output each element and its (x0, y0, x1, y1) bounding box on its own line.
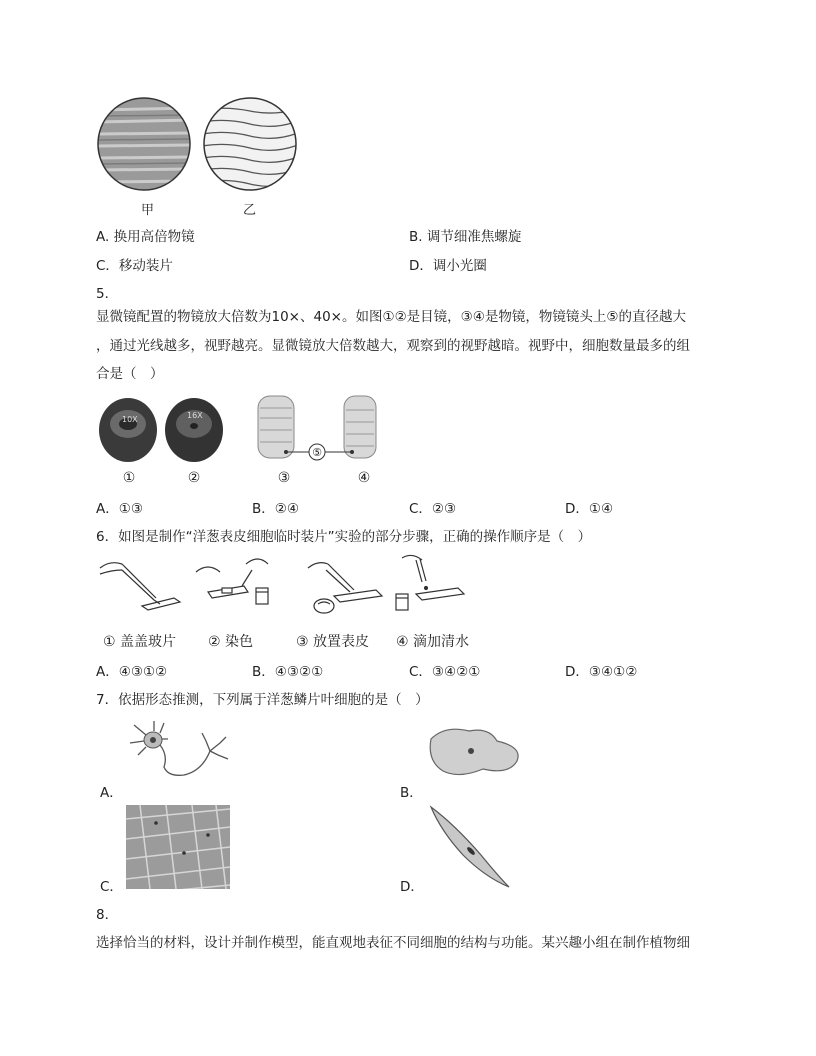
fig-label-4: ④ (357, 470, 371, 486)
objective-4-image (344, 396, 376, 458)
q6-step-3: ③ 放置表皮 (296, 634, 370, 650)
step-3-image (308, 563, 382, 613)
q8-number: 8． (96, 907, 119, 923)
fig-label-1: ① (122, 470, 136, 486)
step-4-image (396, 555, 464, 610)
q7-image-c (126, 805, 230, 889)
q6-option-a: A．④③①② (96, 664, 168, 680)
q5-option-d: D．①④ (565, 501, 614, 517)
q6-option-b: B．④③②① (252, 664, 324, 680)
q4-option-a: A. 换用高倍物镜 (96, 229, 195, 245)
q5-line-3: 合是（ ） (96, 366, 164, 382)
q4-figure (96, 96, 306, 196)
q5-figure (96, 390, 396, 490)
fig-label-2: ② (187, 470, 201, 486)
objective-3-image (258, 396, 294, 458)
q7-stem: 7．依据形态推测，下列属于洋葱鳞片叶细胞的是（ ） (96, 692, 429, 708)
eyepiece-1-image (99, 398, 157, 462)
q8-line-1: 选择恰当的材料，设计并制作模型，能直观地表征不同细胞的结构与功能。某兴趣小组在制作植物细 (96, 935, 690, 951)
eyepiece-1-mark: 10X (122, 415, 138, 424)
q5-number: 5． (96, 286, 119, 302)
q7-image-a (124, 715, 244, 795)
fig-label-3: ③ (277, 470, 291, 486)
fig-label-yi: 乙 (243, 203, 257, 218)
q5-line-2: ，通过光线越多，视野越亮。显微镜放大倍数越大，观察到的视野越暗。视野中，细胞数量最多的组 (96, 338, 690, 354)
q6-step-2: ② 染色 (208, 634, 254, 650)
q7-option-d: D． (400, 879, 424, 895)
q5-line-1: 显微镜配置的物镜放大倍数为10×、40×。如图①②是目镜，③④是物镜，物镜镜头上⑤的直径越大 (96, 309, 686, 325)
q6-figure (96, 550, 476, 620)
q6-stem: 6．如图是制作“洋葱表皮细胞临时装片”实验的部分步骤，正确的操作顺序是（ ） (96, 529, 592, 545)
q5-option-a: A．①③ (96, 501, 143, 517)
q5-option-b: B．②④ (252, 501, 299, 517)
q4-option-c: C．移动装片 (96, 258, 173, 274)
step-2-image (196, 559, 268, 604)
q7-option-b: B． (400, 785, 423, 801)
q6-step-4: ④ 滴加清水 (396, 634, 470, 650)
q7-image-d (425, 805, 515, 890)
q7-option-a: A． (100, 785, 123, 801)
q6-option-d: D．③④①② (565, 664, 638, 680)
eyepiece-2-image (165, 398, 223, 462)
eyepiece-2-mark: 16X (187, 411, 203, 420)
fig-label-5: ⑤ (312, 446, 322, 459)
q6-option-c: C．③④②① (409, 664, 481, 680)
step-1-image (100, 563, 180, 610)
q5-option-c: C．②③ (409, 501, 457, 517)
q7-image-b (425, 725, 525, 780)
q4-option-b: B. 调节细准焦螺旋 (409, 229, 522, 245)
fig-label-jia: 甲 (141, 203, 155, 218)
q6-step-1: ① 盖盖玻片 (103, 634, 177, 650)
q7-option-c: C． (100, 879, 123, 895)
q4-option-d: D．调小光圈 (409, 258, 487, 274)
